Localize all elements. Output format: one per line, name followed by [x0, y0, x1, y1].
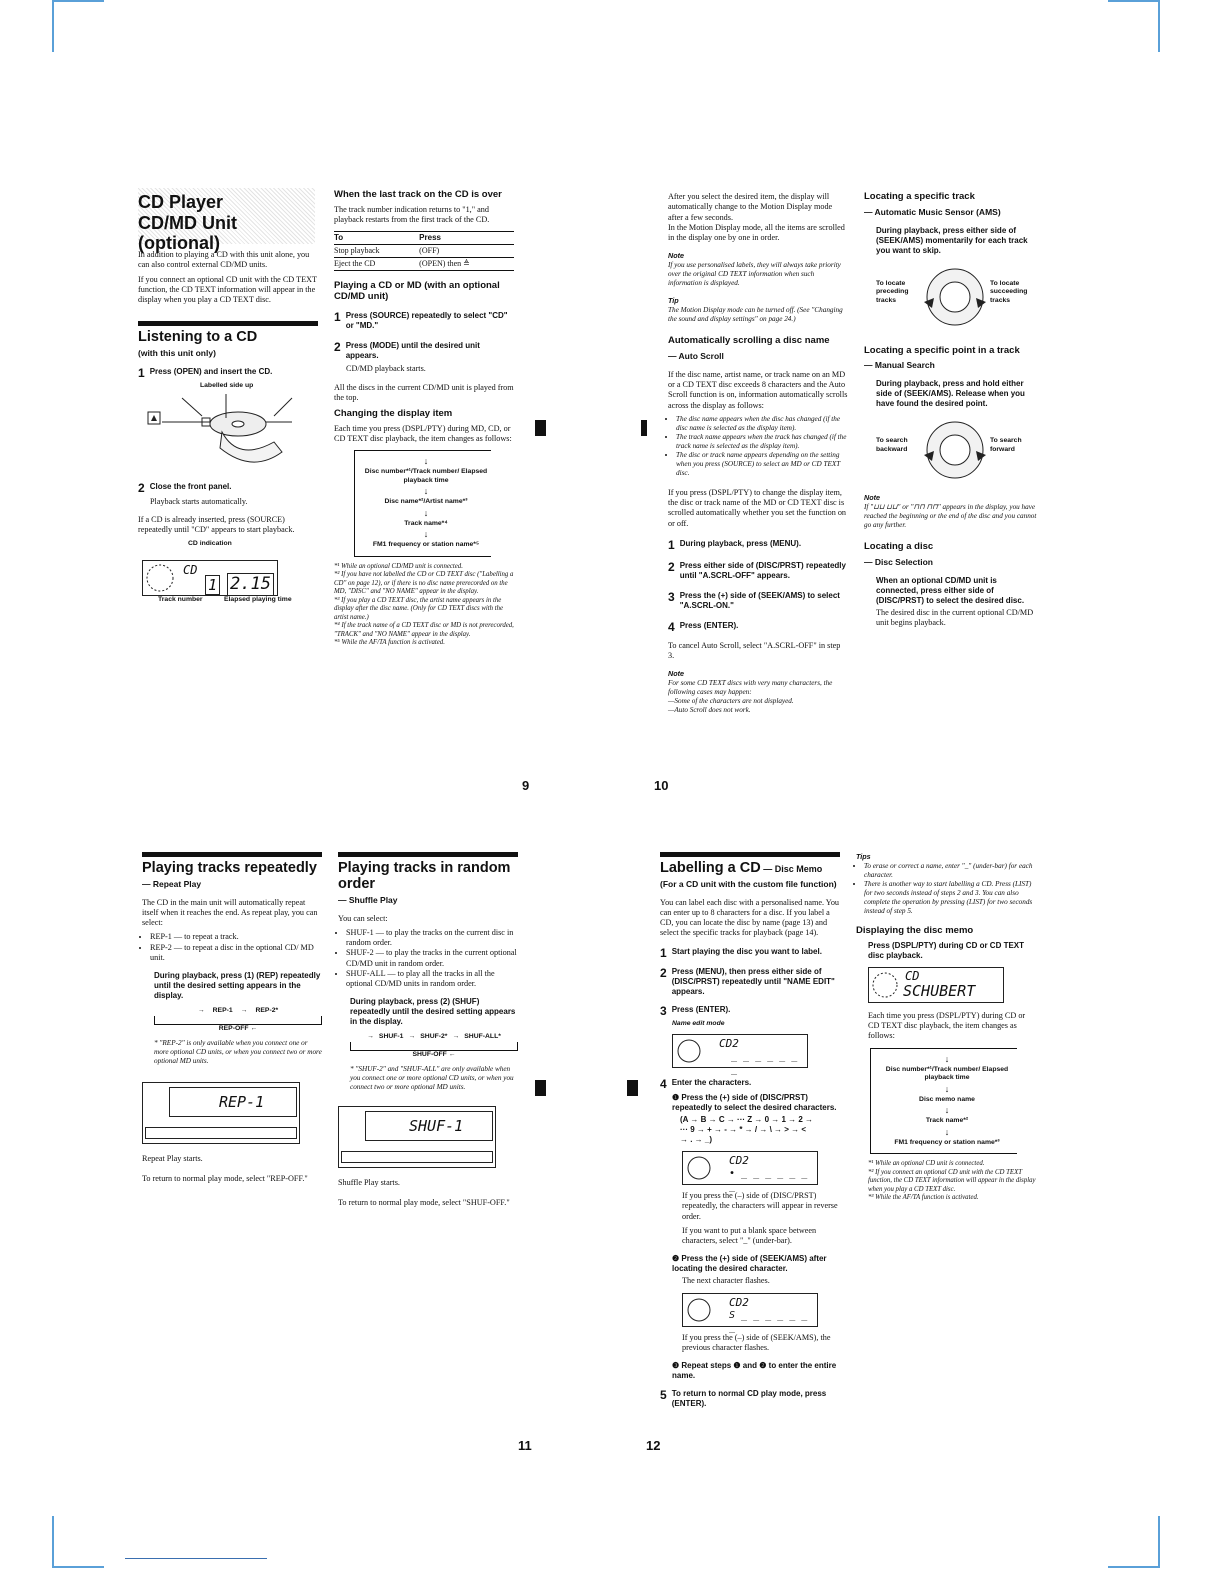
reg-square-bot-right: [627, 1080, 638, 1096]
cd-display-figure: CD indication CD 1 2.15 Track number Elapsed playing time: [138, 540, 318, 610]
shuf-lcd-display: SHUF-1: [338, 1106, 496, 1168]
intro-text: In addition to playing a CD with this unit alone, you can also control external CD/MD units.: [138, 250, 310, 270]
reg-square-top-left: [535, 420, 546, 436]
display-item-flow: ↓ Disc number*¹/Track number/ Elapsed playback time ↓ Disc name*²/Artist name*³ ↓ Track name*⁴ ↓ FM1 frequency or station name*⁵: [354, 450, 491, 556]
crop-mark-tr-v: [1158, 0, 1160, 52]
stop-eject-table: To Press Stop playback (OFF) Eject the CD (OPEN) then ≜: [334, 231, 514, 271]
section-title-cd-player: CD Player CD/MD Unit (optional): [138, 188, 315, 244]
disc-memo-lcd: CD SCHUBERT: [868, 967, 1004, 1003]
step-1: 1 Press (OPEN) and insert the CD.: [138, 365, 273, 380]
p10-col2: Locating a specific track — Automatic Music Sensor (AMS) During playback, press either side of (SEEK/AMS) momentarily for each track you want to skip. To locate preceding tracks To locate succeeding tracks Locating a specific point in a track — Manual Search During playback, press and hold either side of (SEEK/AMS). Release when you have found the desired point. To search backward To search forward Note If "⊔⊔ ⊔⊔" or "⊓⊓ ⊓⊓" appears in the display, you have reached the beginning or the end of the disc and you cannot go any further. Locating a disc — Disc Selection When an optional CD/MD unit is connected, press either side of (DISC/PRST) to select the desired disc. The desired disc in the current optional CD/MD unit begins playback.: [864, 192, 1040, 632]
p10-col1: After you select the desired item, the display will automatically change to the Motion Display mode after a few seconds. In the Motion Display mode, all the items are scrolled in the display one by one in order. Note If you use personalised labels, they will always take priority over the original CD TEXT information when such information is displayed. Tip The Motion Display mode can be turned off. (See "Changing the sound and display settings" on page 24.) Automatically scrolling a disc name — Auto Scroll If the disc name, artist name, or track name on an MD or a CD TEXT disc exceeds 8 characters and the Auto Scroll function is on, information automatically scrolls across the display as follows: • The disc name appears when the disc has changed (if the disc name is selected as the display item). • The track name appears when the track has changed (if the track name is selected as the display item). • The disc or track name appears depending on the setting when you press (SOURCE) to select an MD or CD TEXT disc. If you press (DSPL/PTY) to change the display item, the disc or track name of the MD or CD TEXT disc is scrolled automatically whether you set the function on or off. 1 During playback, press (MENU). 2 Press either side of (DISC/PRST) repeatedly until "A.SCRL-OFF" appears. 3 Press the (+) side of (SEEK/AMS) to select "A.SCRL-ON." 4 Press (ENTER). To cancel Auto Scroll, select "A.SCRL-OFF" in step 3. Note For some CD TEXT discs with very many characters, the following cases may happen: —Some of the characters are not displayed. —Auto Scroll does not work.: [668, 192, 848, 715]
page-number-11: 11: [518, 1438, 532, 1453]
crop-mark-tr-h: [1108, 0, 1160, 2]
page-number-10: 10: [654, 778, 669, 793]
name-edit-lcd-2: CD2 ∙ _ _ _ _ _ _ _: [682, 1151, 818, 1185]
heading-repeat: Playing tracks repeatedly: [142, 860, 317, 876]
page-number-12: 12: [646, 1438, 661, 1453]
p9-col2: When the last track on the CD is over The track number indication returns to "1," and playback restarts from the first track of the CD. To Press Stop playback (OFF) Eject the CD (OPEN) then ≜ Playing a CD or MD (with an optional CD/MD unit) 1 Press (SOURCE) repeatedly to select "CD" or "MD." 2 Press (MODE) until the desired unit appears. CD/MD playback starts. All the discs in the current CD/MD unit is played from the top. Changing the display item Each time you press (DSPL/PTY) during MD, CD, or CD TEXT disc playback, the item changes as follows: ↓ Disc number*¹/Track number/ Elapsed playback time ↓ Disc name*²/Artist name*³ ↓ Track name*⁴ ↓ FM1 frequency or station name*⁵ *¹ While an optional CD/MD unit is connected. *² If you have not labelled the CD or CD TEXT disc ("Labelling a CD" on page 12), or if there is no disc name prerecorded on the MD, "DISC" and "NO NAME" appear in the display. *³ If you play a CD TEXT disc, the artist name appears in the display after the disc name. (Only for CD TEXT discs with the artist name.) *⁴ If the track name of a CD TEXT disc or MD is not prerecorded, "TRACK" and "NO NAME" appear in the display. *⁵ While the AF/TA function is activated.: [334, 189, 514, 647]
heading-changing-display: Changing the display item: [334, 408, 453, 420]
seek-dial-figure-2: To search backward To search forward: [864, 415, 1040, 487]
heading-labelling: Labelling a CD — Disc Memo: [660, 860, 823, 876]
footer-rule: [125, 1558, 267, 1559]
crop-mark-bl-v: [52, 1516, 54, 1568]
crop-mark-br-h: [1108, 1566, 1160, 1568]
name-edit-lcd-3: CD2 S _ _ _ _ _ _ _: [682, 1293, 818, 1327]
repeat-flow: → REP-1 → REP-2* REP-OFF ←: [154, 1007, 322, 1033]
heading-locate-disc: Locating a disc: [864, 541, 934, 553]
lcd-display: CD 1 2.15: [142, 560, 278, 596]
seek-dial-figure-1: To locate preceding tracks To locate succeeding tracks: [864, 262, 1040, 334]
subheading-listening: (with this unit only): [138, 348, 216, 359]
p9-col1: CD Player CD/MD Unit (optional) In addition to playing a CD with this unit alone, you can also control external CD/MD units. If you connect an optional CD unit with the CD TEXT function, the CD TEXT information will appear in the display when you play a CD TEXT disc. Listening to a CD (with this unit only) 1 Press (OPEN) and insert the CD. Labelled side up 2 Close the front panel. Playback starts automatically. If a CD is already inserted, press (SOURCE) repeatedly until "CD" appears to start playback. CD indication CD 1 2.15 Track number Elapsed playing time: [138, 188, 318, 610]
reg-square-bot-left: [535, 1080, 546, 1096]
auto-scroll-bullets: • The disc name appears when the disc has changed (if the disc name is selected as the display item). • The track name appears when the track has changed (if the track name is selected as the display item). • The disc or track name appears depending on the setting when you press (SOURCE) to select an MD or CD TEXT disc.: [668, 415, 848, 478]
seek-dial-icon-2: [920, 415, 990, 485]
heading-shuffle: Playing tracks in random order: [338, 860, 511, 892]
page-number-9: 9: [522, 778, 530, 793]
heading-locate-point: Locating a specific point in a track: [864, 344, 1020, 356]
heading-last-track: When the last track on the CD is over: [334, 189, 502, 200]
p11-col1: Playing tracks repeatedly — Repeat Play The CD in the main unit will automatically repeat itself when it reaches the end. As repeat play, you can select: • REP-1 — to repeat a track. • REP-2 — to repeat a disc in the optional CD/ MD unit. During playback, press (1) (REP) repeatedly until the desired setting appears in the display. → REP-1 → REP-2* REP-OFF ← * "REP-2" is only available when you connect one or more optional CD units, or when you connect two or more optional MD units. REP-1 Repeat Play starts. To return to normal play mode, select "REP-OFF.": [142, 852, 322, 1189]
p12-col2: Tips • To erase or correct a name, enter "_" (under-bar) for each character. • There is another way to start labelling a CD. Press (LIST) for two seconds instead of steps 2 and 3. You can also complete the operation by pressing (LIST) for two seconds instead of step 5. Displaying the disc memo Press (DSPL/PTY) during CD or CD TEXT disc playback. CD SCHUBERT Each time you press (DSPL/PTY) during CD or CD TEXT disc playback, the item changes as follows: ↓ Disc number*¹/Track number/ Elapsed playback time ↓ Disc memo name ↓ Track name*² ↓ FM1 frequency or station name*³ *¹ While an optional CD unit is connected. *² If you connect an optional CD unit with the CD TEXT function, the CD TEXT information will appear in the display when you play a CD TEXT disc. *³ While the AF/TA function is activated.: [856, 852, 1036, 1203]
crop-mark-tl-h: [52, 0, 104, 2]
footnotes: *¹ While an optional CD/MD unit is connected. *² If you have not labelled the CD or CD TEXT disc ("Labelling a CD" on page 12), or if there is no disc name prerecorded on the MD, "DISC" and "NO NAME" appear in the display. *³ If you play a CD TEXT disc, the artist name appears in the display after the disc name. (Only for CD TEXT discs with the artist name.) *⁴ If the track name of a CD TEXT disc or MD is not prerecorded, "TRACK" and "NO NAME" appear in the display. *⁵ While the AF/TA function is activated.: [334, 562, 514, 647]
p12-col1: Labelling a CD — Disc Memo (For a CD unit with the custom file function) You can label each disc with a personalised name. You can enter up to 8 characters for a disc. If you label a CD, you can locate the disc by name (page 13) and select the specific tracks for playback (page 14). 1 Start playing the disc you want to label. 2 Press (MENU), then press either side of (DISC/PRST) repeatedly until "NAME EDIT" appears. 3 Press (ENTER). Name edit mode CD2 _ _ _ _ _ _ _ 4 Enter the characters. ❶ Press the (+) side of (DISC/PRST) repeatedly to select the desired characters. (A → B → C → ··· Z → 0 → 1 → 2 → ··· 9 → + → - → * → / → \ → > → < → . → _) CD2 ∙ _ _ _ _ _ _ _ If you press the (–) side of (DISC/PRST) repeatedly, the characters will appear in reverse order. If you want to put a blank space between characters, select "_" (under-bar). ❷ Press the (+) side of (SEEK/AMS) after locating the desired character. The next character flashes. CD2 S _ _ _ _ _ _ _ If you press the (–) side of (SEEK/AMS), the previous character flashes. ❸ Repeat steps ❶ and ❷ to enter the entire name. 5 To return to normal CD play mode, press (ENTER).: [660, 852, 840, 1412]
heading-playing-cd-md: Playing a CD or MD (with an optional CD/MD unit): [334, 280, 500, 303]
step-2: 2 Close the front panel.: [138, 480, 232, 495]
heading-auto-scroll: Automatically scrolling a disc name: [668, 335, 830, 347]
cd-slot-illustration: [142, 392, 302, 474]
section-rule: [138, 321, 318, 326]
p11-col2: Playing tracks in random order — Shuffle Play You can select: • SHUF-1 — to play the tracks on the current disc in random order. • SHUF-2 — to play the tracks in the current optional CD/MD unit in random order. • SHUF-ALL — to play all the tracks in all the optional CD/MD units in random order. During playback, press (2) (SHUF) repeatedly until the desired setting appears in the display. → SHUF-1 → SHUF-2* → SHUF-ALL* SHUF-OFF ← * "SHUF-2" and "SHUF-ALL" are only available when you connect one or more optional CD units, or when you connect two or more optional MD units. SHUF-1 Shuffle Play starts. To return to normal play mode, select "SHUF-OFF.": [338, 852, 518, 1213]
shuffle-flow: → SHUF-1 → SHUF-2* → SHUF-ALL* SHUF-OFF ←: [350, 1033, 518, 1059]
heading-listening: Listening to a CD: [138, 329, 258, 346]
seek-dial-icon: [920, 262, 990, 332]
cd-insert-figure: Labelled side up: [138, 382, 318, 474]
heading-display-memo: Displaying the disc memo: [856, 925, 974, 936]
reg-square-top-right: [641, 420, 647, 436]
rep-lcd-display: REP-1: [142, 1082, 300, 1144]
disc-memo-flow: ↓ Disc number*¹/Track number/ Elapsed playback time ↓ Disc memo name ↓ Track name*² ↓ FM1 frequency or station name*³: [870, 1048, 1017, 1154]
name-edit-lcd-1: CD2 _ _ _ _ _ _ _: [672, 1034, 808, 1068]
crop-mark-bl-h: [52, 1566, 104, 1568]
heading-locate-track: Locating a specific track: [864, 191, 975, 202]
dial-icon: [145, 563, 175, 593]
crop-mark-tl-v: [52, 0, 54, 52]
crop-mark-br-v: [1158, 1516, 1160, 1568]
intro-text-2: If you connect an optional CD unit with the CD TEXT function, the CD TEXT information will appear in the display when you play a CD TEXT disc.: [138, 274, 317, 304]
